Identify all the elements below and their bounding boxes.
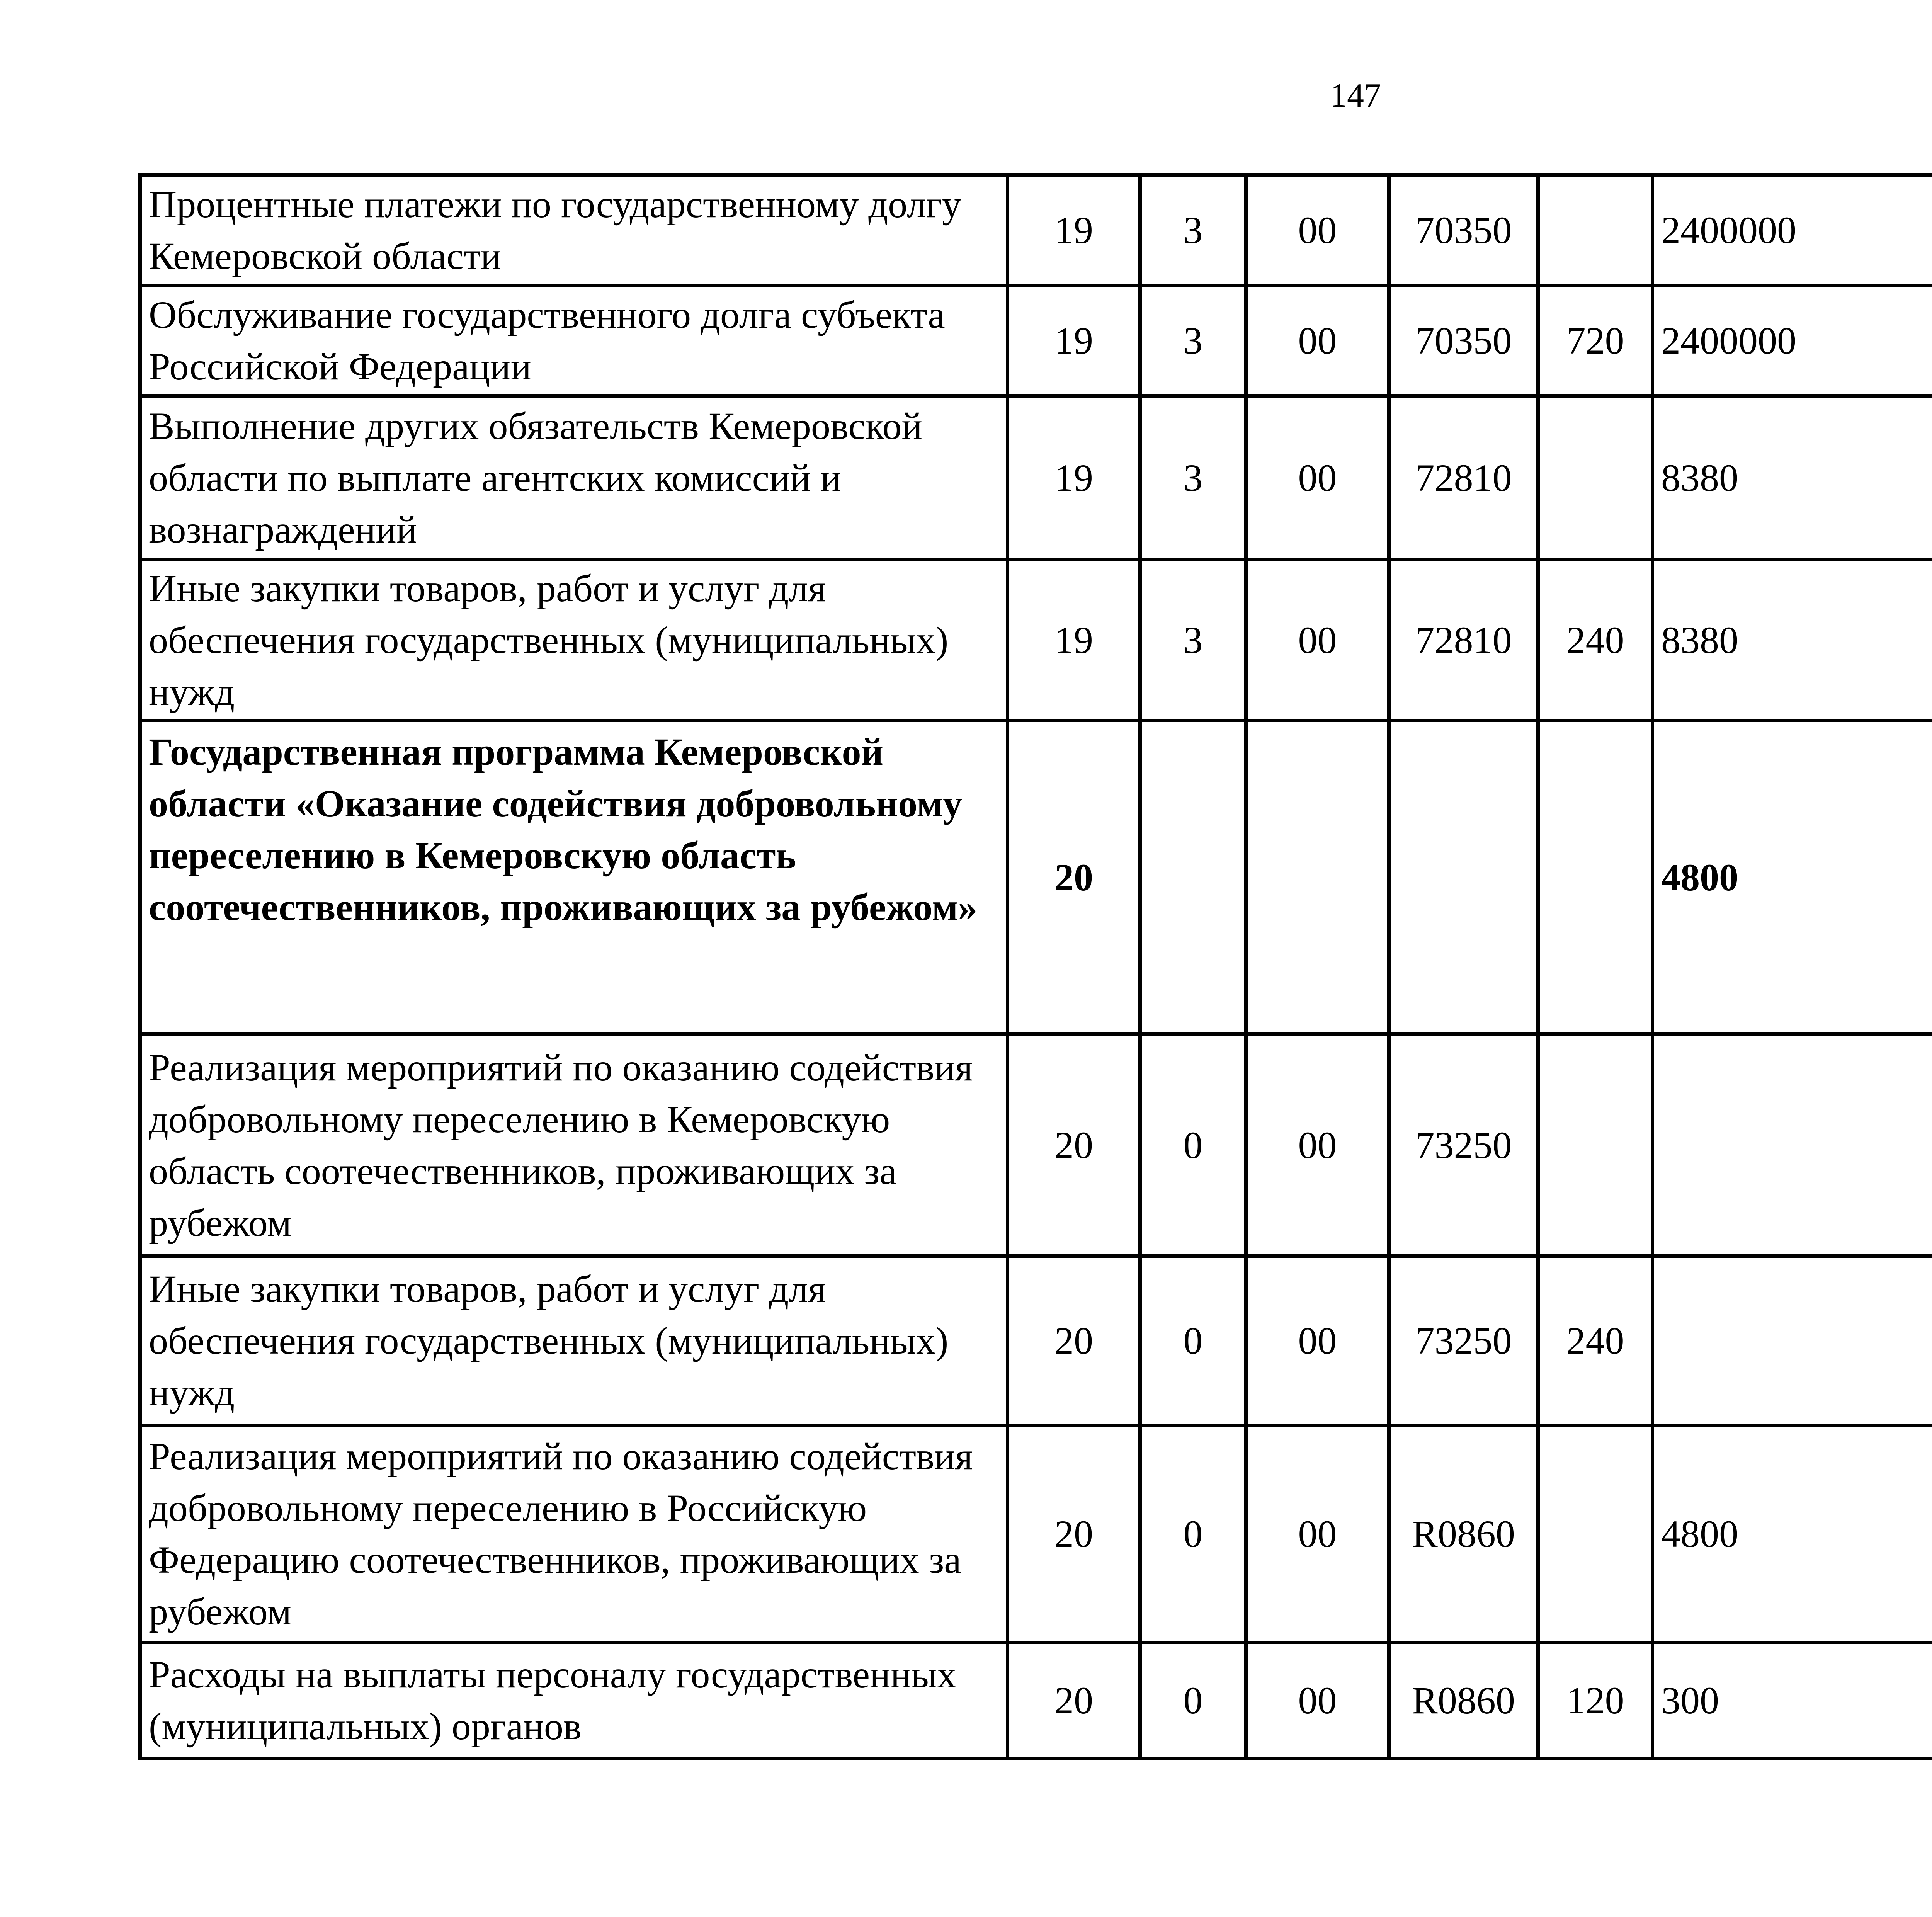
row-name: Реализация мероприятий по оказанию содействия добровольному переселению в Российскую Федерацию соотечественников, проживающих за рубежом: [140, 1425, 1008, 1643]
row-name: Обслуживание государственного долга субъекта Российской Федерации: [140, 286, 1008, 396]
table-row: [140, 286, 1932, 396]
cell-program: 19: [1008, 560, 1140, 721]
budget-table: [138, 173, 1932, 1760]
cell-direction: 70350: [1389, 175, 1538, 286]
cell-program: 20: [1008, 1034, 1140, 1256]
cell-measure: [1246, 721, 1389, 1034]
table-row: [140, 721, 1932, 1034]
cell-program: 19: [1008, 175, 1140, 286]
cell-measure: 00: [1246, 396, 1389, 560]
cell-subprogram: 3: [1140, 560, 1246, 721]
cell-expense-type: 120: [1538, 1643, 1653, 1759]
cell-program: 20: [1008, 1425, 1140, 1643]
cell-subprogram: 0: [1140, 1034, 1246, 1256]
cell-program: 19: [1008, 396, 1140, 560]
row-name: Процентные платежи по государственному долгу Кемеровской области: [140, 175, 1008, 286]
cell-measure: 00: [1246, 1643, 1389, 1759]
cell-subprogram: 0: [1140, 1425, 1246, 1643]
cell-program: 20: [1008, 1256, 1140, 1425]
table-row: [140, 175, 1932, 286]
cell-measure: 00: [1246, 175, 1389, 286]
table-row: [140, 560, 1932, 721]
cell-expense-type: 240: [1538, 1256, 1653, 1425]
cell-measure: 00: [1246, 560, 1389, 721]
row-name: Иные закупки товаров, работ и услуг для обеспечения государственных (муниципальных) нужд: [140, 560, 1008, 721]
cell-program: 20: [1008, 721, 1140, 1034]
cell-amount-1: 4800: [1653, 1425, 1932, 1643]
row-name: Реализация мероприятий по оказанию содействия добровольному переселению в Кемеровскую область соотечественников, проживающих за рубежом: [140, 1034, 1008, 1256]
cell-expense-type: [1538, 1034, 1653, 1256]
cell-program: 19: [1008, 286, 1140, 396]
cell-subprogram: 0: [1140, 1643, 1246, 1759]
cell-expense-type: [1538, 175, 1653, 286]
cell-expense-type: [1538, 1425, 1653, 1643]
cell-subprogram: 3: [1140, 175, 1246, 286]
cell-measure: 00: [1246, 1256, 1389, 1425]
row-name: Выполнение других обязательств Кемеровской области по выплате агентских комиссий и вознаграждений: [140, 396, 1008, 560]
cell-amount-1: 4800: [1653, 721, 1932, 1034]
cell-measure: 00: [1246, 1425, 1389, 1643]
cell-subprogram: 3: [1140, 286, 1246, 396]
cell-amount-1: 8380: [1653, 560, 1932, 721]
cell-direction: 73250: [1389, 1256, 1538, 1425]
cell-expense-type: 240: [1538, 560, 1653, 721]
cell-direction: [1389, 721, 1538, 1034]
cell-direction: R0860: [1389, 1425, 1538, 1643]
cell-subprogram: 0: [1140, 1256, 1246, 1425]
cell-expense-type: [1538, 721, 1653, 1034]
cell-direction: R0860: [1389, 1643, 1538, 1759]
table-row: [140, 1034, 1932, 1256]
cell-amount-1: 8380: [1653, 396, 1932, 560]
cell-direction: 70350: [1389, 286, 1538, 396]
cell-direction: 73250: [1389, 1034, 1538, 1256]
table-row: [140, 396, 1932, 560]
page-number: 147: [1330, 77, 1381, 114]
row-name: Расходы на выплаты персоналу государственных (муниципальных) органов: [140, 1643, 1008, 1759]
cell-amount-1: 2400000: [1653, 286, 1932, 396]
table-row: [140, 1643, 1932, 1759]
row-name: Государственная программа Кемеровской области «Оказание содействия добровольному переселению в Кемеровскую область соотечественников, проживающих за рубежом»: [140, 721, 1008, 1034]
cell-amount-1: [1653, 1034, 1932, 1256]
cell-measure: 00: [1246, 286, 1389, 396]
cell-direction: 72810: [1389, 396, 1538, 560]
table-row: [140, 1425, 1932, 1643]
row-name: Иные закупки товаров, работ и услуг для обеспечения государственных (муниципальных) нужд: [140, 1256, 1008, 1425]
cell-subprogram: 3: [1140, 396, 1246, 560]
cell-expense-type: 720: [1538, 286, 1653, 396]
cell-measure: 00: [1246, 1034, 1389, 1256]
cell-direction: 72810: [1389, 560, 1538, 721]
cell-amount-1: 300: [1653, 1643, 1932, 1759]
cell-subprogram: [1140, 721, 1246, 1034]
cell-program: 20: [1008, 1643, 1140, 1759]
cell-expense-type: [1538, 396, 1653, 560]
cell-amount-1: [1653, 1256, 1932, 1425]
cell-amount-1: 2400000: [1653, 175, 1932, 286]
table-row: [140, 1256, 1932, 1425]
